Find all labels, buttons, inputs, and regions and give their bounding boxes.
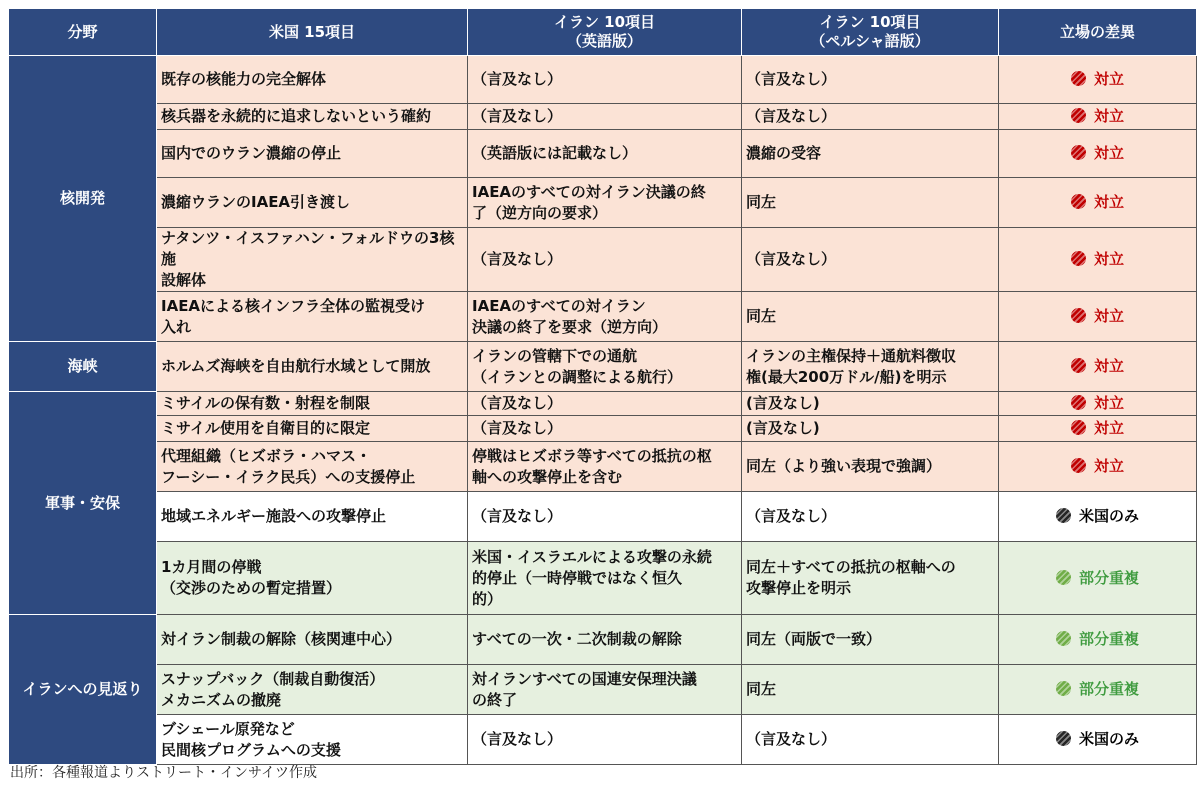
us-item: 対イラン制裁の解除（核関連中心） [157,615,468,665]
stance-cell: 部分重複 [999,542,1197,615]
us-item: 濃縮ウランのIAEA引き渡し [157,178,468,228]
us-item: 地域エネルギー施設への攻撃停止 [157,492,468,542]
table-row [9,130,1197,178]
us-item: 国内でのウラン濃縮の停止 [157,130,468,178]
iran-en-item: （言及なし） [468,392,742,416]
table-row [9,392,1197,416]
stance-cell: 部分重複 [999,665,1197,715]
table-row [9,442,1197,492]
iran-fa-item: 同左（両版で一致） [742,615,999,665]
us-item: 核兵器を永続的に追求しないという確約 [157,104,468,130]
partial-overlap-circle-icon [1056,631,1071,646]
stance-cell: 対立 [999,56,1197,104]
header-iran-fa: イラン 10項目 （ペルシャ語版） [742,9,999,56]
header-field: 分野 [9,9,157,56]
stance-cell: 対立 [999,292,1197,342]
stance-cell: 対立 [999,178,1197,228]
conflict-circle-icon [1071,71,1086,86]
iran-en-item: IAEAのすべての対イラン 決議の終了を要求（逆方向） [468,292,742,342]
conflict-circle-icon [1071,251,1086,266]
header-iran-en: イラン 10項目 （英語版） [468,9,742,56]
conflict-circle-icon [1071,458,1086,473]
partial-overlap-circle-icon [1056,681,1071,696]
stance-cell: 部分重複 [999,615,1197,665]
table-row [9,416,1197,442]
table-row [9,492,1197,542]
conflict-circle-icon [1071,420,1086,435]
iran-en-item: （言及なし） [468,416,742,442]
conflict-circle-icon [1071,145,1086,160]
iran-en-item: イランの管轄下での通航 （イランとの調整による航行） [468,342,742,392]
iran-en-item: （英語版には記載なし） [468,130,742,178]
conflict-circle-icon [1071,358,1086,373]
iran-fa-item: 同左 [742,178,999,228]
iran-en-item: （言及なし） [468,56,742,104]
us-item: 代理組織（ヒズボラ・ハマス・ フーシー・イラク民兵）への支援停止 [157,442,468,492]
iran-en-item: IAEAのすべての対イラン決議の終 了（逆方向の要求） [468,178,742,228]
category-nuclear: 核開発 [9,56,157,342]
us-item: 既存の核能力の完全解体 [157,56,468,104]
iran-fa-item: 同左 [742,292,999,342]
table-row [9,104,1197,130]
table-row [9,342,1197,392]
table-row [9,665,1197,715]
stance-cell: 対立 [999,104,1197,130]
stance-cell: 対立 [999,416,1197,442]
iran-fa-item: （言及なし） [742,104,999,130]
category-reward: イランへの見返り [9,615,157,765]
iran-fa-item: （言及なし） [742,228,999,292]
table-row [9,542,1197,615]
iran-fa-item: （言及なし） [742,56,999,104]
comparison-table [8,8,1197,765]
iran-en-item: （言及なし） [468,715,742,765]
iran-fa-item: 濃縮の受容 [742,130,999,178]
source-note: 出所：各種報道よりストリート・インサイツ作成 [10,765,318,781]
iran-en-item: 停戦はヒズボラ等すべての抵抗の枢 軸への攻撃停止を含む [468,442,742,492]
us-only-circle-icon [1056,508,1071,523]
us-item: ミサイル使用を自衛目的に限定 [157,416,468,442]
iran-en-item: すべての一次・二次制裁の解除 [468,615,742,665]
iran-fa-item: イランの主権保持＋通航料徴収 権(最大200万ドル/船)を明示 [742,342,999,392]
iran-fa-item: 同左（より強い表現で強調） [742,442,999,492]
stance-cell: 対立 [999,442,1197,492]
table-row [9,56,1197,104]
header-us: 米国 15項目 [157,9,468,56]
iran-fa-item: （言及なし） [742,715,999,765]
conflict-circle-icon [1071,395,1086,410]
us-item: ホルムズ海峡を自由航行水域として開放 [157,342,468,392]
conflict-circle-icon [1071,308,1086,323]
us-item: IAEAによる核インフラ全体の監視受け 入れ [157,292,468,342]
stance-cell: 対立 [999,130,1197,178]
category-strait: 海峡 [9,342,157,392]
iran-fa-item: (言及なし) [742,416,999,442]
iran-fa-item: （言及なし） [742,492,999,542]
stance-cell: 対立 [999,228,1197,292]
iran-en-item: （言及なし） [468,228,742,292]
table-row [9,178,1197,228]
stance-cell: 米国のみ [999,492,1197,542]
stance-cell: 対立 [999,342,1197,392]
us-only-circle-icon [1056,731,1071,746]
partial-overlap-circle-icon [1056,570,1071,585]
us-item: ミサイルの保有数・射程を制限 [157,392,468,416]
iran-fa-item: (言及なし) [742,392,999,416]
us-item: ブシェール原発など 民間核プログラムへの支援 [157,715,468,765]
us-item: ナタンツ・イスファハン・フォルドウの3核施 設解体 [157,228,468,292]
us-item: スナップバック（制裁自動復活） メカニズムの撤廃 [157,665,468,715]
iran-fa-item: 同左＋すべての抵抗の枢軸への 攻撃停止を明示 [742,542,999,615]
iran-en-item: （言及なし） [468,104,742,130]
iran-en-item: 対イランすべての国連安保理決議 の終了 [468,665,742,715]
header-row [9,9,1197,56]
conflict-circle-icon [1071,194,1086,209]
us-item: 1カ月間の停戦 （交渉のための暫定措置） [157,542,468,615]
table-row [9,615,1197,665]
iran-fa-item: 同左 [742,665,999,715]
stance-cell: 対立 [999,392,1197,416]
table-row [9,715,1197,765]
conflict-circle-icon [1071,108,1086,123]
header-stance: 立場の差異 [999,9,1197,56]
table-row [9,228,1197,292]
iran-en-item: 米国・イスラエルによる攻撃の永続 的停止（一時停戦ではなく恒久 的） [468,542,742,615]
stance-cell: 米国のみ [999,715,1197,765]
category-military: 軍事・安保 [9,392,157,615]
table-row [9,292,1197,342]
iran-en-item: （言及なし） [468,492,742,542]
